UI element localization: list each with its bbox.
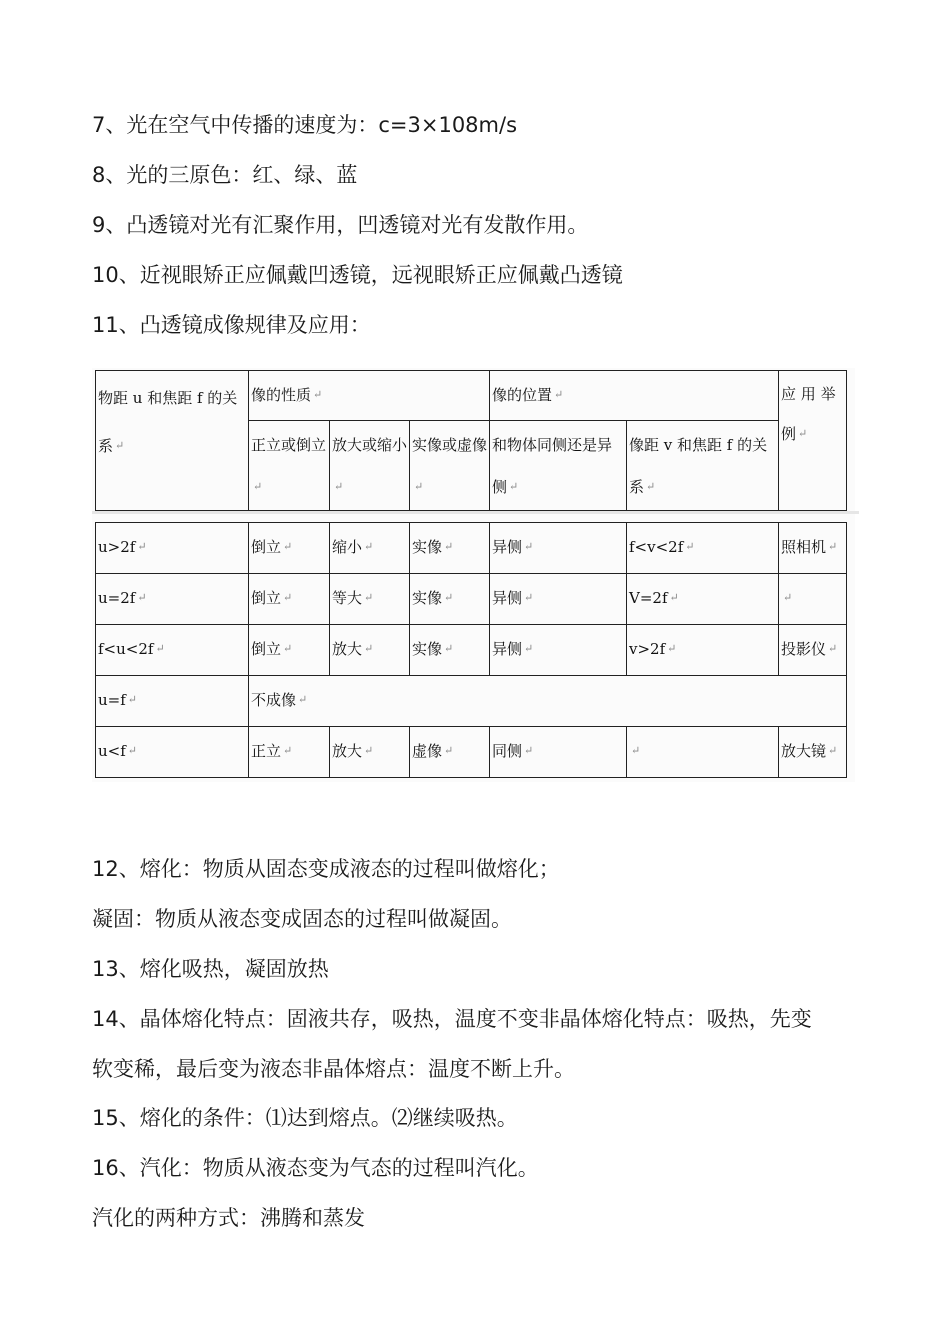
table-cell: 实像 ↵ bbox=[410, 625, 490, 676]
table-cell: 正立 ↵ bbox=[249, 727, 330, 778]
table-cell: 倒立 ↵ bbox=[249, 625, 330, 676]
table-cell: 等大 ↵ bbox=[330, 574, 410, 625]
table-cell: u=2f ↵ bbox=[96, 574, 249, 625]
text-line-11: 11、凸透镜成像规律及应用： bbox=[92, 313, 371, 337]
table-cell: u<f ↵ bbox=[96, 727, 249, 778]
header-image-position: 像的位置 ↵ bbox=[490, 371, 779, 421]
table-row bbox=[96, 676, 847, 727]
table-cell: 缩小 ↵ bbox=[330, 523, 410, 574]
table-cell: f<u<2f ↵ bbox=[96, 625, 249, 676]
table-cell: 实像 ↵ bbox=[410, 523, 490, 574]
lens-imaging-table bbox=[92, 368, 855, 782]
table-cell: 倒立 ↵ bbox=[249, 574, 330, 625]
table-cell: u=f ↵ bbox=[96, 676, 249, 727]
table-cell: 不成像 ↵ bbox=[249, 676, 847, 727]
table-body bbox=[95, 522, 847, 778]
text-line-16: 16、汽化：物质从液态变为气态的过程叫汽化。 bbox=[92, 1156, 539, 1180]
table-cell: 放大镜 ↵ bbox=[779, 727, 847, 778]
table-cell: 放大 ↵ bbox=[330, 727, 410, 778]
table-row bbox=[96, 625, 847, 676]
text-line-9: 9、凸透镜对光有汇聚作用，凹透镜对光有发散作用。 bbox=[92, 213, 589, 237]
table-cell: 同侧 ↵ bbox=[490, 727, 627, 778]
table-header bbox=[95, 370, 847, 511]
header-object-distance: 物距 u 和焦距 f 的关系 ↵ bbox=[96, 371, 249, 511]
table-cell: 虚像 ↵ bbox=[410, 727, 490, 778]
header-same-or-opposite-side: 和物体同侧还是异侧 ↵ bbox=[490, 421, 627, 511]
header-upright-or-inverted: 正立或倒立↵ bbox=[249, 421, 330, 511]
text-line-10: 10、近视眼矫正应佩戴凹透镜，远视眼矫正应佩戴凸透镜 bbox=[92, 263, 623, 287]
header-image-nature: 像的性质 ↵ bbox=[249, 371, 490, 421]
text-line-8: 8、光的三原色：红、绿、蓝 bbox=[92, 163, 358, 187]
table-cell: v>2f ↵ bbox=[627, 625, 779, 676]
table-cell: 异侧 ↵ bbox=[490, 574, 627, 625]
table-cell: u>2f ↵ bbox=[96, 523, 249, 574]
text-line-solidify: 凝固：物质从液态变成固态的过程叫做凝固。 bbox=[92, 907, 512, 931]
header-enlarged-or-reduced: 放大或缩小↵ bbox=[330, 421, 410, 511]
table-cell: ↵ bbox=[779, 574, 847, 625]
table-cell: 放大 ↵ bbox=[330, 625, 410, 676]
table-row bbox=[96, 523, 847, 574]
table-cell: 实像 ↵ bbox=[410, 574, 490, 625]
text-line-12: 12、熔化：物质从固态变成液态的过程叫做熔化； bbox=[92, 857, 560, 881]
text-line-7: 7、光在空气中传播的速度为：c=3×108m/s bbox=[92, 113, 518, 137]
text-line-15: 15、熔化的条件：⑴达到熔点。⑵继续吸热。 bbox=[92, 1106, 518, 1130]
text-line-13: 13、熔化吸热，凝固放热 bbox=[92, 957, 329, 981]
table-cell: V=2f ↵ bbox=[627, 574, 779, 625]
table-cell: 异侧 ↵ bbox=[490, 523, 627, 574]
table-cell: 倒立 ↵ bbox=[249, 523, 330, 574]
header-image-distance: 像距 v 和焦距 f 的关系 ↵ bbox=[627, 421, 779, 511]
text-line-vaporization: 汽化的两种方式：沸腾和蒸发 bbox=[92, 1206, 365, 1230]
table-divider bbox=[92, 511, 859, 514]
table-cell: 投影仪 ↵ bbox=[779, 625, 847, 676]
table-cell: 照相机 ↵ bbox=[779, 523, 847, 574]
table-row bbox=[96, 727, 847, 778]
table-cell: ↵ bbox=[627, 727, 779, 778]
text-line-14: 14、晶体熔化特点：固液共存，吸热，温度不变非晶体熔化特点：吸热，先变 bbox=[92, 1007, 812, 1031]
table-row bbox=[96, 574, 847, 625]
table-cell: 异侧 ↵ bbox=[490, 625, 627, 676]
header-real-or-virtual: 实像或虚像↵ bbox=[410, 421, 490, 511]
table-cell: f<v<2f ↵ bbox=[627, 523, 779, 574]
header-application: 应 用 举 例 ↵ bbox=[779, 371, 847, 511]
text-line-14-cont: 软变稀，最后变为液态非晶体熔点：温度不断上升。 bbox=[92, 1057, 575, 1081]
